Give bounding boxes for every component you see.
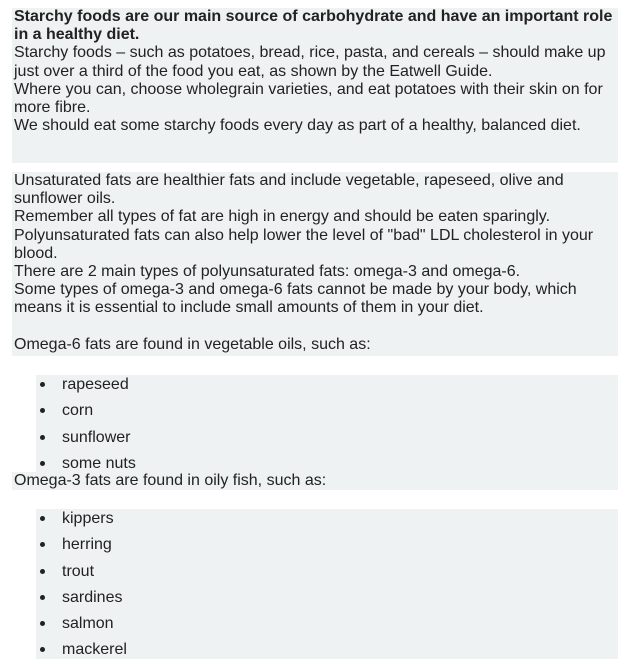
list-item xyxy=(36,588,618,614)
fats-paragraph: Unsaturated fats are healthier fats and include vegetable, rapeseed, olive and sunflower oils. xyxy=(14,172,564,208)
bullet-icon xyxy=(40,461,45,466)
fats-section xyxy=(12,172,618,356)
bullet-icon xyxy=(40,408,45,413)
starchy-paragraph: We should eat some starchy foods every day as part of a healthy, balanced diet. xyxy=(14,117,581,135)
list-item xyxy=(36,509,618,535)
omega6-intro: Omega-6 fats are found in vegetable oils, such as: xyxy=(14,335,371,353)
list-item xyxy=(36,428,618,454)
fats-paragraph: Polyunsaturated fats can also help lower the level of "bad" LDL cholesterol in your blood. xyxy=(14,226,594,262)
bullet-icon xyxy=(40,542,45,547)
bullet-icon xyxy=(40,516,45,521)
bullet-icon xyxy=(40,647,45,652)
omega3-intro: Omega-3 fats are found in oily fish, such as: xyxy=(12,472,618,490)
starchy-paragraph: Starchy foods – such as potatoes, bread, rice, pasta, and cereals – should make up just over a third of the food you eat, as shown by the Eatwell Guide. xyxy=(14,44,606,80)
starchy-paragraph: Where you can, choose wholegrain varieties, and eat potatoes with their skin on for more fibre. xyxy=(14,80,603,117)
bullet-icon xyxy=(40,569,45,574)
list-item xyxy=(36,640,618,666)
bullet-icon xyxy=(40,435,45,440)
starchy-foods-section xyxy=(12,8,618,163)
list-item-label: some nuts xyxy=(62,454,136,472)
bullet-icon xyxy=(40,621,45,626)
list-item xyxy=(36,401,618,427)
starchy-heading: Starchy foods are our main source of carbohydrate and have an important role in a healthy diet. xyxy=(14,8,613,44)
bullet-icon xyxy=(40,595,45,600)
list-item xyxy=(36,375,618,401)
list-item-label: sunflower xyxy=(62,428,131,446)
list-item-label: salmon xyxy=(62,615,114,633)
list-item-label: herring xyxy=(62,536,112,554)
list-item-label: rapeseed xyxy=(62,376,129,393)
list-item-label: kippers xyxy=(62,510,114,527)
fats-paragraph: There are 2 main types of polyunsaturated fats: omega-3 and omega-6. xyxy=(14,263,521,281)
omega6-list xyxy=(36,375,618,473)
bullet-icon xyxy=(40,382,45,387)
list-item-label: corn xyxy=(62,402,94,420)
fats-paragraph: Some types of omega-3 and omega-6 fats cannot be made by your body, which means it is essential to include small amounts of them in your diet. xyxy=(14,281,577,317)
list-item xyxy=(36,535,618,561)
list-item xyxy=(36,614,618,640)
list-item-label: mackerel xyxy=(62,641,127,659)
list-item-label: sardines xyxy=(62,588,123,606)
omega3-list xyxy=(36,509,618,659)
list-item xyxy=(36,562,618,588)
fats-paragraph: Remember all types of fat are high in energy and should be eaten sparingly. xyxy=(14,208,551,226)
list-item-label: trout xyxy=(62,562,95,580)
